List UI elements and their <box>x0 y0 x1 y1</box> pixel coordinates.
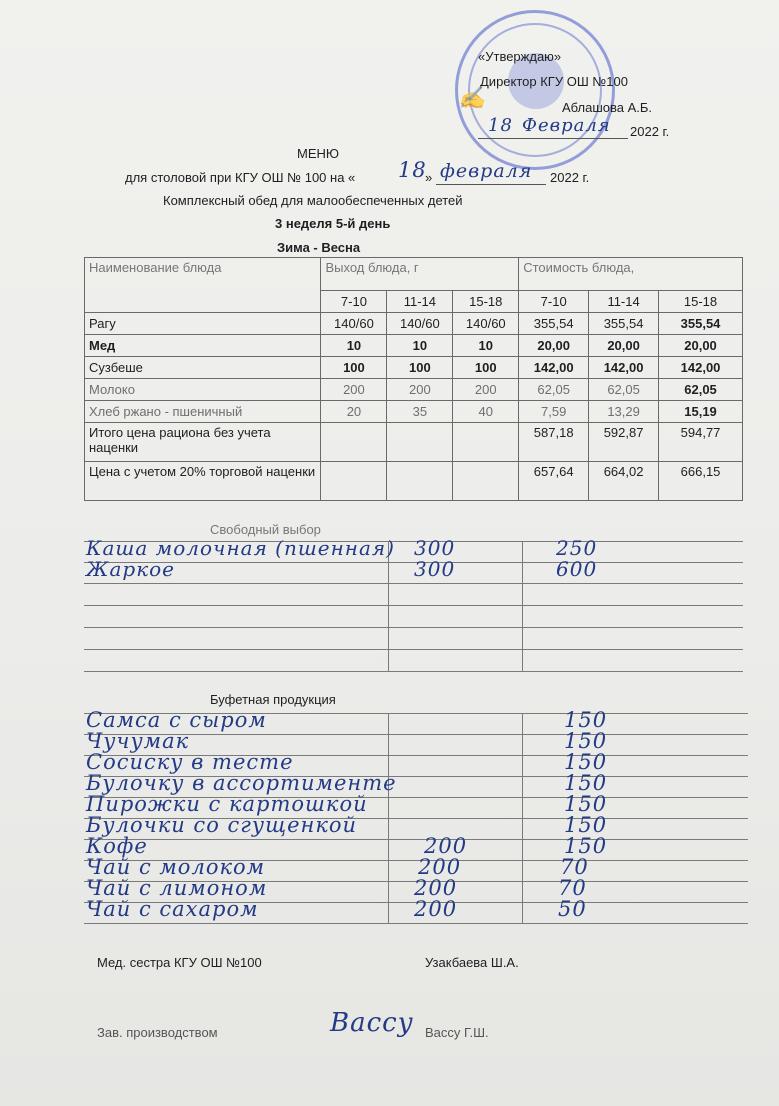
item-weight: 300 <box>414 536 456 560</box>
dish-value: 355,54 <box>589 313 659 335</box>
dish-value: 200 <box>321 379 387 401</box>
dish-value: 100 <box>453 357 519 379</box>
col-output-header: Выход блюда, г <box>321 258 519 291</box>
chef-signature: Вассу <box>330 1008 414 1038</box>
subtitle-underline <box>436 184 546 185</box>
subtitle-season: Зима - Весна <box>277 240 361 255</box>
item-name: Чай с молоком <box>86 855 266 879</box>
dish-value: 100 <box>321 357 387 379</box>
subtitle-week: 3 неделя 5-й день <box>275 216 391 231</box>
item-price: 150 <box>564 792 608 816</box>
subtitle-year: 2022 г. <box>550 170 590 185</box>
item-price: 50 <box>558 897 587 921</box>
dish-value: 15,19 <box>659 401 743 423</box>
item-price: 150 <box>564 771 608 795</box>
table-row <box>85 379 743 401</box>
age-group: 7-10 <box>519 291 589 313</box>
item-price: 150 <box>564 813 608 837</box>
subtitle-month: февраля <box>440 160 533 182</box>
item-name: Жаркое <box>86 557 176 581</box>
item-name: Булочку в ассортименте <box>86 771 397 795</box>
item-name: Пирожки с картошкой <box>86 792 368 816</box>
age-group: 11-14 <box>589 291 659 313</box>
markup-label: Цена с учетом 20% торговой наценки <box>85 462 321 501</box>
table-row <box>85 357 743 379</box>
markup-value: 664,02 <box>589 462 659 501</box>
dish-value: 10 <box>453 335 519 357</box>
approval-month: Февраля <box>522 115 611 136</box>
dish-value: 140/60 <box>321 313 387 335</box>
item-name: Кофе <box>86 834 148 858</box>
list-item <box>84 813 748 840</box>
dish-value: 10 <box>321 335 387 357</box>
dish-value: 20,00 <box>519 335 589 357</box>
dish-name: Хлеб ржано - пшеничный <box>85 401 321 423</box>
dish-value: 100 <box>387 357 453 379</box>
age-group: 7-10 <box>321 291 387 313</box>
dish-value: 355,54 <box>519 313 589 335</box>
item-weight: 300 <box>414 557 456 581</box>
total-value: 592,87 <box>589 423 659 462</box>
age-group: 15-18 <box>659 291 743 313</box>
item-weight: 200 <box>424 834 468 858</box>
list-item <box>84 557 743 584</box>
dish-value: 355,54 <box>659 313 743 335</box>
item-name: Каша молочная (пшенная) <box>86 536 395 560</box>
nurse-label: Мед. сестра КГУ ОШ №100 <box>97 955 262 970</box>
dish-value: 142,00 <box>519 357 589 379</box>
item-weight: 200 <box>418 855 462 879</box>
approval-date-underline <box>478 138 628 139</box>
item-price: 150 <box>564 708 608 732</box>
director-signature: ✍ <box>458 86 487 111</box>
item-price: 150 <box>564 729 608 753</box>
item-name: Чай с лимоном <box>86 876 268 900</box>
item-name: Самса с сыром <box>86 708 267 732</box>
list-item <box>84 897 748 924</box>
total-value: 594,77 <box>659 423 743 462</box>
item-price: 150 <box>564 834 608 858</box>
chef-label: Зав. производством <box>97 1025 218 1040</box>
dish-name: Сузбеше <box>85 357 321 379</box>
subtitle-prefix: для столовой при КГУ ОШ № 100 на « <box>125 170 356 185</box>
dish-value: 62,05 <box>659 379 743 401</box>
item-price: 150 <box>564 750 608 774</box>
approval-day: 18 <box>488 115 513 136</box>
dish-value: 20,00 <box>659 335 743 357</box>
item-weight: 200 <box>414 897 458 921</box>
total-value: 587,18 <box>519 423 589 462</box>
table-row <box>85 401 743 423</box>
item-name: Чай с сахаром <box>86 897 259 921</box>
nurse-name: Узакбаева Ш.А. <box>425 955 519 970</box>
item-weight: 200 <box>414 876 458 900</box>
item-name: Булочки со сгущенкой <box>86 813 358 837</box>
dish-value: 200 <box>453 379 519 401</box>
item-price: 600 <box>556 557 598 581</box>
subtitle-mid: » <box>425 170 433 185</box>
dish-value: 35 <box>387 401 453 423</box>
free-choice-grid <box>84 536 743 672</box>
dish-value: 10 <box>387 335 453 357</box>
markup-row <box>85 462 743 501</box>
dish-value: 200 <box>387 379 453 401</box>
item-name: Чучумак <box>86 729 190 753</box>
col-name-header: Наименование блюда <box>85 258 321 313</box>
dish-value: 142,00 <box>589 357 659 379</box>
subtitle-day: 18 <box>398 158 427 182</box>
dish-value: 62,05 <box>589 379 659 401</box>
item-price: 70 <box>560 855 589 879</box>
total-row <box>85 423 743 462</box>
chef-name: Вассу Г.Ш. <box>425 1025 489 1040</box>
approval-signer: Аблашова А.Б. <box>562 100 653 115</box>
table-row <box>85 313 743 335</box>
markup-value: 666,15 <box>659 462 743 501</box>
item-name: Сосиску в тесте <box>86 750 294 774</box>
menu-title: МЕНЮ <box>297 146 340 161</box>
item-price: 250 <box>556 536 598 560</box>
dish-value: 140/60 <box>387 313 453 335</box>
dish-value: 62,05 <box>519 379 589 401</box>
buffet-grid <box>84 708 748 924</box>
table-row <box>85 335 743 357</box>
dish-value: 13,29 <box>589 401 659 423</box>
menu-table <box>84 257 743 501</box>
dish-value: 20,00 <box>589 335 659 357</box>
age-group: 15-18 <box>453 291 519 313</box>
dish-value: 40 <box>453 401 519 423</box>
item-price: 70 <box>558 876 587 900</box>
approval-line2: Директор КГУ ОШ №100 <box>480 74 628 89</box>
dish-value: 142,00 <box>659 357 743 379</box>
approval-year: 2022 г. <box>630 124 670 139</box>
dish-name: Молоко <box>85 379 321 401</box>
approval-line1: «Утверждаю» <box>478 49 562 64</box>
buffet-title: Буфетная продукция <box>210 692 336 707</box>
dish-value: 20 <box>321 401 387 423</box>
dish-value: 140/60 <box>453 313 519 335</box>
total-label: Итого цена рациона без учета наценки <box>85 423 321 462</box>
age-group: 11-14 <box>387 291 453 313</box>
subtitle-line2: Комплексный обед для малообеспеченных детей <box>163 193 463 208</box>
dish-value: 7,59 <box>519 401 589 423</box>
dish-name: Мед <box>85 335 321 357</box>
dish-name: Рагу <box>85 313 321 335</box>
free-choice-title: Свободный выбор <box>210 522 321 537</box>
col-cost-header: Стоимость блюда, <box>519 258 743 291</box>
markup-value: 657,64 <box>519 462 589 501</box>
